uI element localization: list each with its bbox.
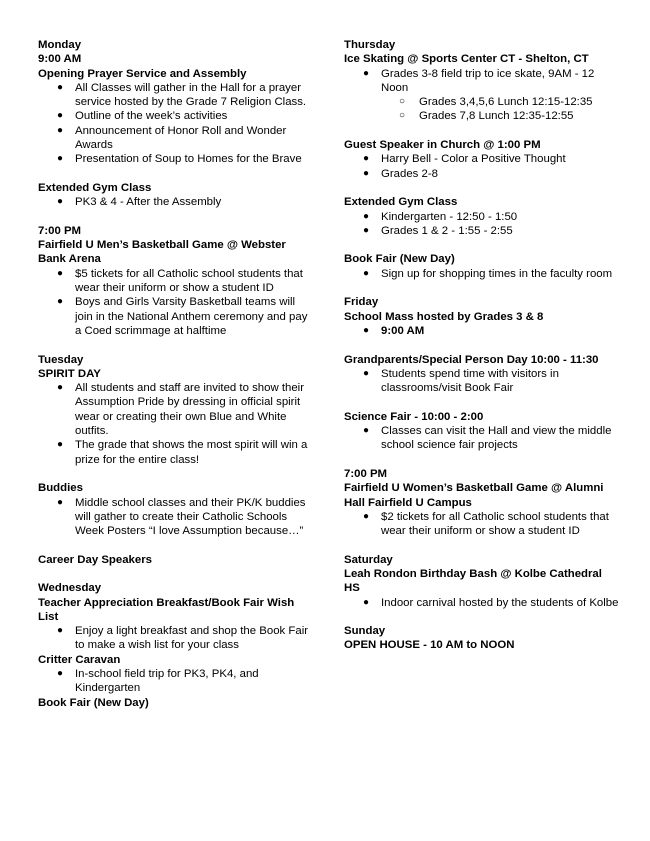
event-title-buddies: Buddies [38, 482, 83, 495]
list-item [38, 81, 310, 110]
event-title-breakfast: Teacher Appreciation Breakfast/Book Fair Wish List [38, 596, 295, 623]
list-item [38, 109, 310, 123]
bullet-icon: ● [363, 267, 370, 279]
bullet-icon: ● [57, 496, 64, 508]
bullet-list-spirit [38, 381, 310, 467]
bullet-icon: ● [363, 425, 370, 437]
event-title-bookfair: Book Fair (New Day) [38, 696, 149, 709]
event-title-skating: Ice Skating @ Sports Center CT - Shelton, CT [344, 53, 589, 66]
list-item-text: $2 tickets for all Catholic school students that wear their uniform or show a student ID [381, 510, 609, 538]
spacer [38, 167, 310, 181]
spacer [344, 453, 620, 467]
bullet-list-buddies [38, 496, 310, 539]
list-item [344, 267, 620, 281]
event-title-bookfair-thursday: Book Fair (New Day) [344, 253, 455, 266]
event-title-openhouse: OPEN HOUSE - 10 AM to NOON [344, 639, 515, 652]
list-item [344, 367, 620, 396]
spacer [38, 567, 310, 581]
spacer [344, 181, 620, 195]
bullet-list-mass [344, 324, 620, 338]
list-item [38, 124, 310, 153]
bullet-icon: ● [363, 367, 370, 379]
event-title-science: Science Fair - 10:00 - 2:00 [344, 410, 484, 423]
spacer [344, 281, 620, 295]
bullet-list-critter [38, 667, 310, 696]
list-item-text: Boys and Girls Varsity Basketball teams will join in the National Anthem ceremony and pay a Coed scrimmage at halftime [75, 296, 308, 337]
list-item [344, 152, 620, 166]
event-title-assembly: Opening Prayer Service and Assembly [38, 67, 247, 80]
bullet-list-science [344, 424, 620, 453]
bullet-icon: ● [57, 439, 64, 451]
list-item-text: Grades 2-8 [381, 167, 438, 180]
list-item [38, 667, 310, 696]
day-heading-tuesday: Tuesday [38, 353, 84, 366]
day-heading-saturday: Saturday [344, 553, 393, 566]
bullet-icon: ● [57, 153, 64, 165]
day-heading-thursday: Thursday [344, 39, 396, 51]
bullet-icon: ● [57, 81, 64, 93]
list-item-text: Announcement of Honor Roll and Wonder Awards [75, 124, 287, 152]
day-heading-sunday: Sunday [344, 625, 386, 638]
bullet-icon: ● [57, 124, 64, 136]
bullet-list-breakfast [38, 624, 310, 653]
day-heading-friday: Friday [344, 296, 379, 309]
event-time: 7:00 PM [38, 224, 82, 237]
sub-list-item [381, 109, 620, 123]
bullet-icon: ● [363, 510, 370, 522]
bullet-list-assembly [38, 81, 310, 167]
event-title-gym: Extended Gym Class [38, 181, 152, 194]
event-time: 7:00 PM [344, 467, 388, 480]
list-item-text: Indoor carnival hosted by the students of Kolbe [381, 596, 619, 609]
list-item [344, 67, 620, 124]
list-item-text: Grades 3,4,5,6 Lunch 12:15-12:35 [419, 96, 593, 109]
event-title-spirit: SPIRIT DAY [38, 367, 101, 380]
bullet-list-bookfair [344, 267, 620, 281]
list-item-text: Grades 1 & 2 - 1:55 - 2:55 [381, 224, 513, 237]
bullet-icon: ● [57, 296, 64, 308]
list-item-text: Grades 3-8 field trip to ice skate, 9AM - 12 Noon [381, 67, 595, 94]
list-item [38, 267, 310, 296]
list-item-text: 9:00 AM [381, 324, 425, 337]
list-item-text: Outline of the week’s activities [75, 110, 228, 123]
event-title-critter: Critter Caravan [38, 653, 121, 666]
list-item-text: PK3 & 4 - After the Assembly [75, 196, 222, 209]
event-title-career: Career Day Speakers [38, 553, 152, 566]
bullet-list-mens-game [38, 267, 310, 338]
event-time: 9:00 AM [38, 53, 82, 66]
sub-list-lunch [381, 95, 620, 124]
event-title-grandparents: Grandparents/Special Person Day 10:00 - 11:30 [344, 353, 599, 366]
bullet-icon: ● [57, 668, 64, 680]
spacer [38, 210, 310, 224]
list-item-text: Grades 7,8 Lunch 12:35-12:55 [419, 110, 574, 123]
list-item [38, 295, 310, 338]
list-item [38, 195, 310, 209]
list-item [38, 624, 310, 653]
event-title-mass: School Mass hosted by Grades 3 & 8 [344, 310, 544, 323]
spacer [344, 338, 620, 352]
event-title-mens-game: Fairfield U Men’s Basketball Game @ Webster Bank Arena [38, 239, 286, 266]
bullet-list-grandparents [344, 367, 620, 396]
bullet-icon: ● [363, 596, 370, 608]
list-item-text: In-school field trip for PK3, PK4, and Kindergarten [75, 668, 259, 695]
list-item [38, 381, 310, 438]
list-item-text: Kindergarten - 12:50 - 1:50 [381, 210, 518, 223]
bullet-icon: ● [363, 224, 370, 236]
list-item-text: All Classes will gather in the Hall for a prayer service hosted by the Grade 7 Religion Class. [75, 81, 307, 109]
bullet-icon: ● [57, 625, 64, 637]
bullet-icon: ● [57, 110, 64, 122]
list-item [38, 496, 310, 539]
list-item-text: Classes can visit the Hall and view the middle school science fair projects [381, 425, 612, 452]
bullet-icon: ● [57, 196, 64, 208]
day-heading-monday: Monday [38, 39, 82, 51]
bullet-icon: ● [363, 210, 370, 222]
list-item [344, 210, 620, 224]
list-item [38, 438, 310, 467]
bullet-icon: ● [363, 153, 370, 165]
list-item [344, 424, 620, 453]
list-item [344, 224, 620, 238]
spacer [344, 238, 620, 252]
bullet-list-gym [38, 195, 310, 209]
bullet-icon: ● [363, 167, 370, 179]
spacer [344, 395, 620, 409]
list-item-text: Enjoy a light breakfast and shop the Book Fair to make a wish list for your class [75, 625, 309, 652]
bullet-icon: ● [57, 267, 64, 279]
event-title-womens-game: Fairfield U Women’s Basketball Game @ Alumni Hall Fairfield U Campus [344, 482, 604, 509]
bullet-icon: ● [57, 382, 64, 394]
right-column [344, 38, 620, 653]
list-item [344, 324, 620, 338]
list-item-text: Sign up for shopping times in the faculty room [381, 267, 613, 280]
spacer [344, 610, 620, 624]
list-item [344, 596, 620, 610]
bullet-list-skating [344, 67, 620, 124]
list-item-text: Presentation of Soup to Homes for the Brave [75, 153, 302, 166]
list-item [344, 510, 620, 539]
bullet-list-speaker [344, 152, 620, 181]
sub-list-item [381, 95, 620, 109]
list-item [344, 167, 620, 181]
left-column [38, 38, 310, 710]
list-item-text: The grade that shows the most spirit will win a prize for the entire class! [75, 439, 308, 466]
list-item-text: All students and staff are invited to show their Assumption Pride by dressing in official spirit wear or creating their own Blue and White outfits. [75, 382, 304, 438]
hollow-bullet-icon: ○ [399, 96, 406, 108]
list-item-text: Students spend time with visitors in classrooms/visit Book Fair [381, 367, 559, 395]
event-title-speaker: Guest Speaker in Church @ 1:00 PM [344, 139, 541, 152]
hollow-bullet-icon: ○ [399, 110, 406, 122]
bullet-list-womens-game [344, 510, 620, 539]
event-title-gym-thursday: Extended Gym Class [344, 196, 458, 209]
bullet-icon: ● [363, 67, 370, 79]
list-item-text: Harry Bell - Color a Positive Thought [381, 153, 566, 166]
bullet-list-gym-thursday [344, 210, 620, 239]
spacer [344, 538, 620, 552]
list-item [38, 152, 310, 166]
list-item-text: $5 tickets for all Catholic school students that wear their uniform or show a student ID [75, 267, 303, 295]
list-item-text: Middle school classes and their PK/K buddies will gather to create their Catholic Schools Week Posters “I love Assumption because…” [75, 496, 306, 538]
day-heading-wednesday: Wednesday [38, 582, 102, 595]
bullet-icon: ● [363, 324, 370, 336]
spacer [38, 338, 310, 352]
spacer [38, 467, 310, 481]
spacer [38, 538, 310, 552]
bullet-list-bash [344, 596, 620, 610]
spacer [344, 124, 620, 138]
event-title-bash: Leah Rondon Birthday Bash @ Kolbe Cathedral HS [344, 567, 602, 595]
